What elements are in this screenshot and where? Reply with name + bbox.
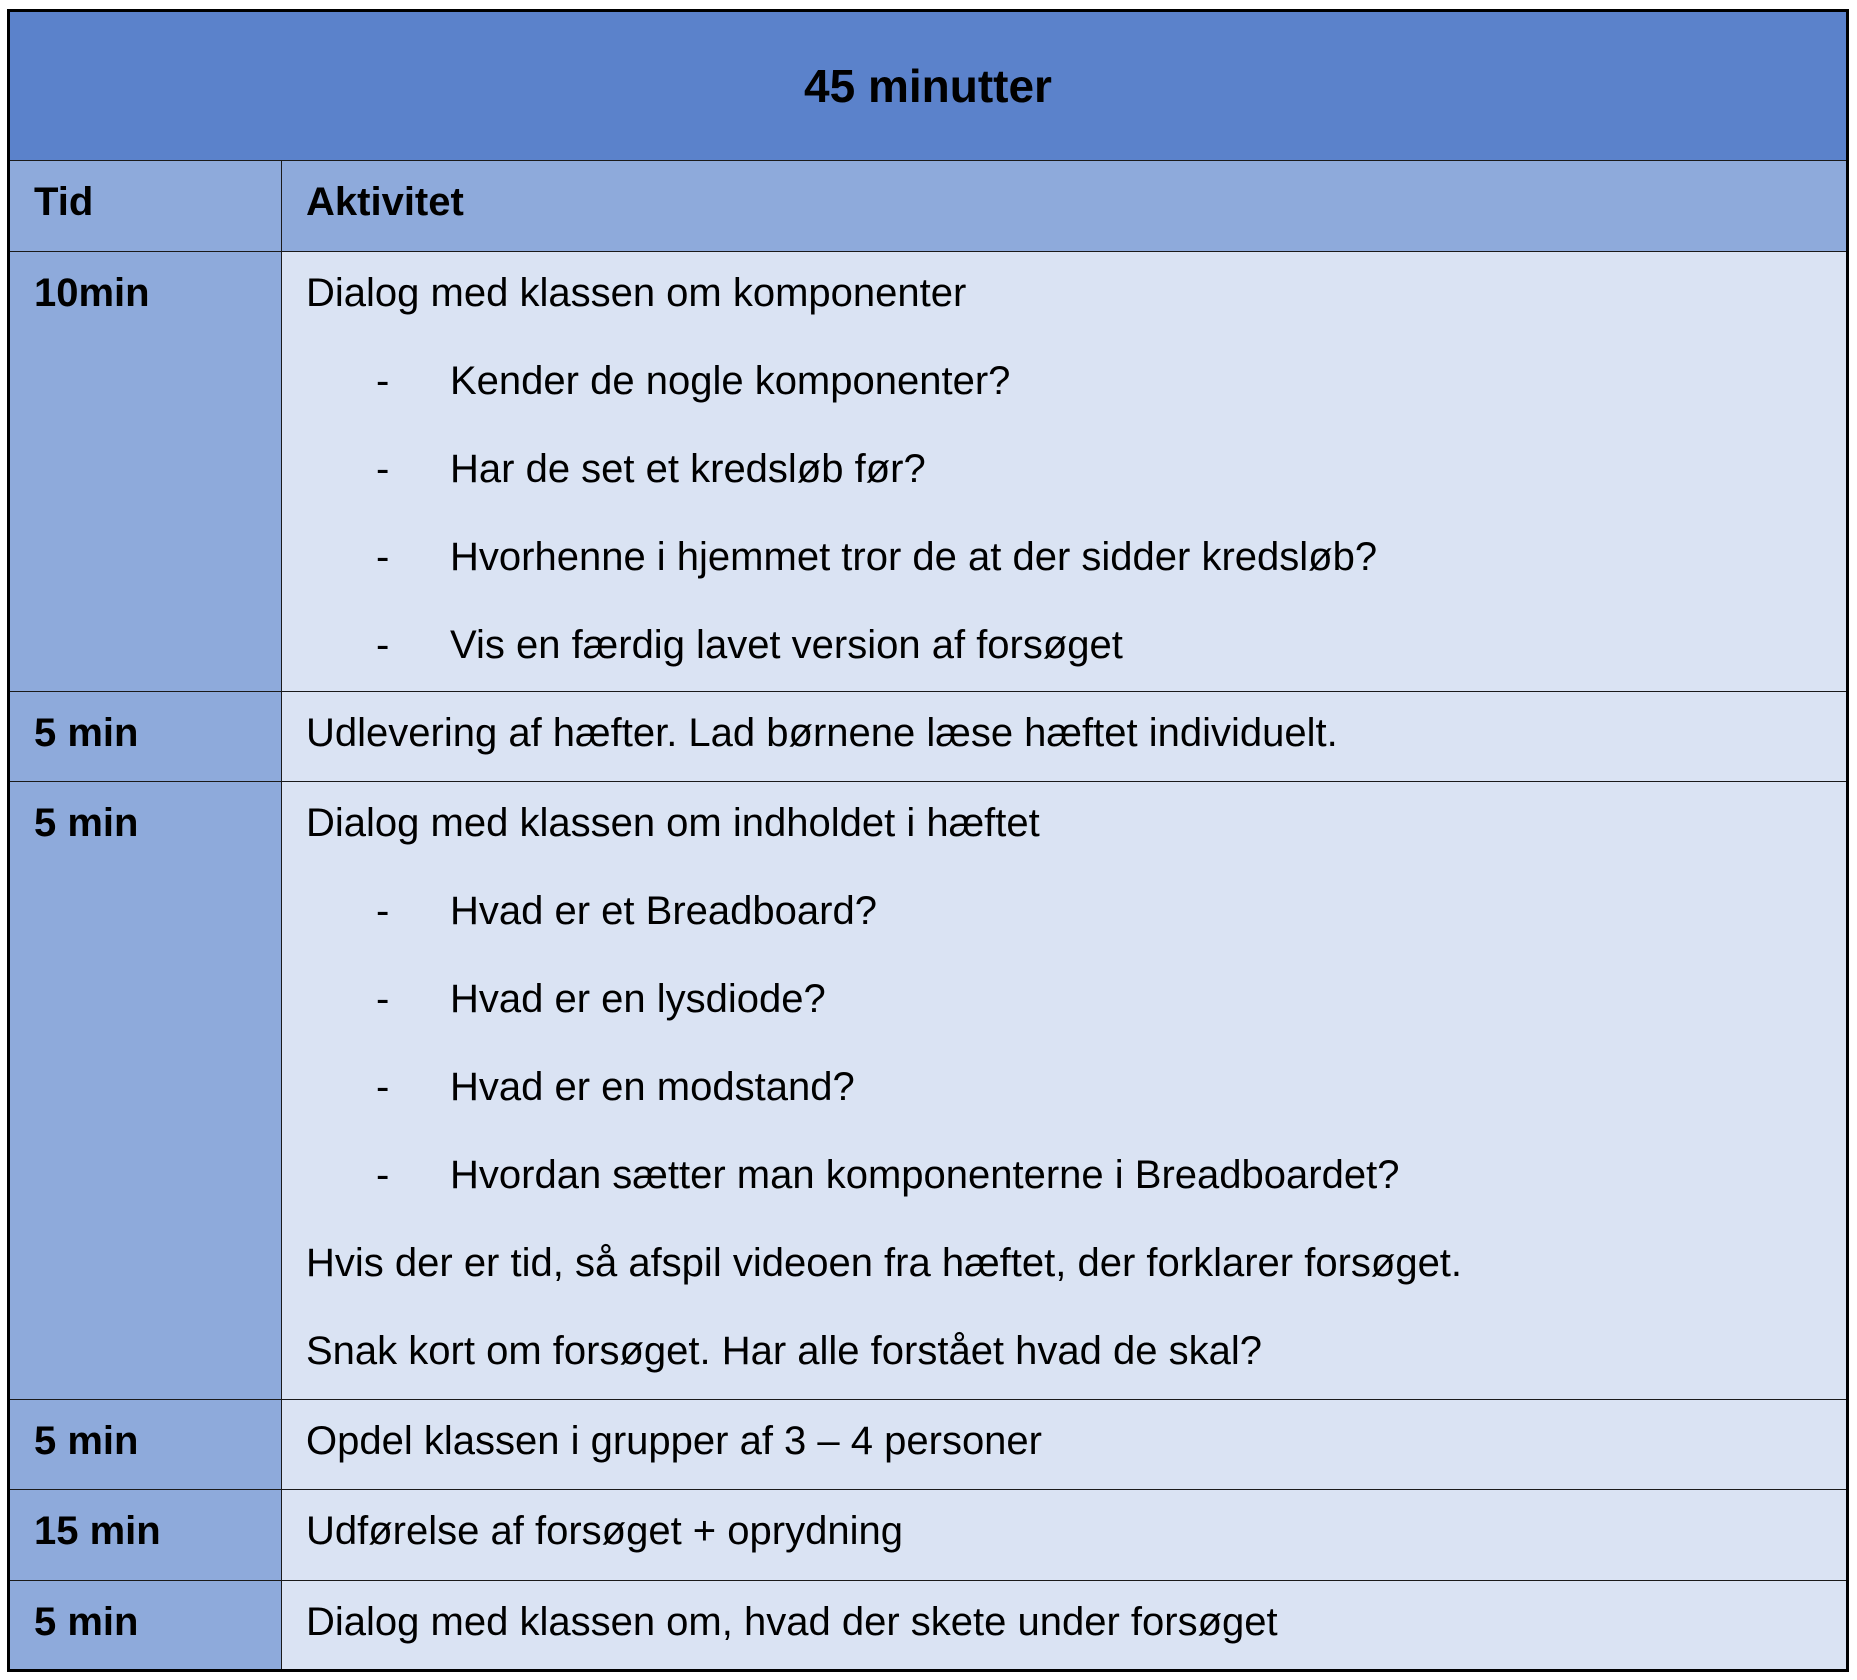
activity-bullet-text: Hvad er et Breadboard? — [450, 889, 877, 933]
dash-bullet: - — [376, 1065, 390, 1109]
time-cell: 15 min — [10, 1490, 282, 1581]
dash-bullet: - — [376, 447, 390, 491]
activity-bullet-text: Har de set et kredsløb før? — [450, 447, 926, 491]
activity-bullet-text: Hvordan sætter man komponenterne i Breadboardet? — [450, 1153, 1400, 1197]
activity-text: Dialog med klassen om komponenter — [306, 271, 967, 315]
activity-text: Udlevering af hæfter. Lad børnene læse hæftet individuelt. — [306, 711, 1338, 755]
time-cell: 5 min — [10, 1581, 282, 1669]
activity-text: Hvis der er tid, så afspil videoen fra hæftet, der forklarer forsøget. — [306, 1241, 1463, 1285]
dash-bullet: - — [376, 977, 390, 1021]
activity-bullet-item — [306, 530, 1822, 584]
activity-bullet-item — [306, 972, 1822, 1026]
dash-bullet: - — [376, 623, 390, 667]
activity-bullet-item — [306, 1148, 1822, 1202]
activity-bullet-text: Hvad er en modstand? — [450, 1065, 855, 1109]
activity-text: Opdel klassen i grupper af 3 – 4 personer — [306, 1419, 1042, 1463]
activity-bullet-item — [306, 884, 1822, 938]
activity-text: Dialog med klassen om, hvad der skete under forsøget — [306, 1600, 1278, 1644]
activity-bullet-item — [306, 618, 1822, 672]
activity-text: Snak kort om forsøget. Har alle forstået hvad de skal? — [306, 1329, 1262, 1373]
activity-bullet-item — [306, 442, 1822, 496]
activity-bullet-text: Kender de nogle komponenter? — [450, 359, 1011, 403]
table-title: 45 minutter — [10, 12, 1846, 161]
activity-cell — [282, 1400, 1846, 1490]
dash-bullet: - — [376, 889, 390, 933]
dash-bullet: - — [376, 359, 390, 403]
activity-text: Udførelse af forsøget + oprydning — [306, 1509, 903, 1553]
activity-cell — [282, 1490, 1846, 1581]
activity-bullet-text: Hvad er en lysdiode? — [450, 977, 826, 1021]
dash-bullet: - — [376, 1153, 390, 1197]
activity-cell — [282, 1581, 1846, 1669]
activity-bullet-text: Vis en færdig lavet version af forsøget — [450, 623, 1123, 667]
header-time: Tid — [10, 161, 282, 252]
dash-bullet: - — [376, 535, 390, 579]
time-cell: 5 min — [10, 1400, 282, 1490]
time-cell: 5 min — [10, 692, 282, 782]
header-activity: Aktivitet — [282, 161, 1846, 252]
activity-cell — [282, 782, 1846, 1400]
activity-bullet-text: Hvorhenne i hjemmet tror de at der sidder kredsløb? — [450, 535, 1378, 579]
activity-cell — [282, 252, 1846, 692]
activity-bullet-item — [306, 1060, 1822, 1114]
activity-bullet-item — [306, 354, 1822, 408]
activity-text: Dialog med klassen om indholdet i hæftet — [306, 801, 1040, 845]
time-cell: 10min — [10, 252, 282, 692]
schedule-table — [7, 9, 1849, 1672]
activity-cell — [282, 692, 1846, 782]
time-cell: 5 min — [10, 782, 282, 1400]
